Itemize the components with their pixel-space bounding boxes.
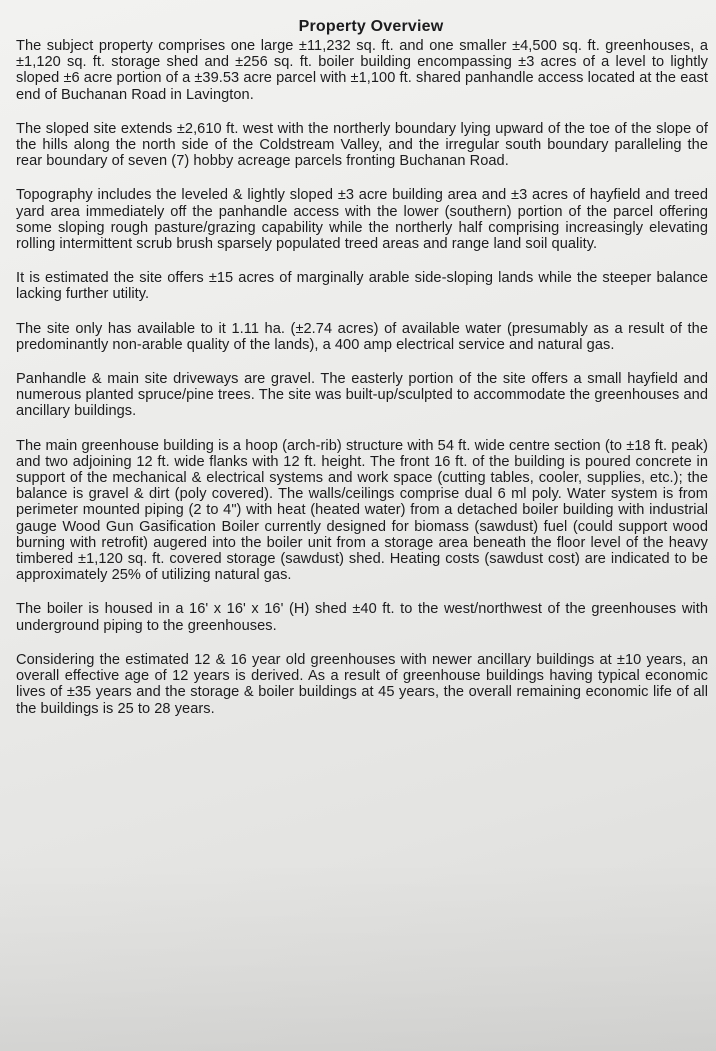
paragraph-driveways: Panhandle & main site driveways are gravel. The easterly portion of the site offers a small hayfield and numerous planted spruce/pine trees. The site was built-up/sculpted to accommodate the greenhouses and ancillary buildings. — [16, 371, 708, 420]
paragraph-boiler: The boiler is housed in a 16' x 16' x 16' (H) shed ±40 ft. to the west/northwest of the greenhouses with underground piping to the greenhouses. — [16, 601, 708, 634]
paragraph-arable-land: It is estimated the site offers ±15 acres of marginally arable side-sloping lands while the steeper balance lacking further utility. — [16, 270, 708, 303]
paragraph-site-extent: The sloped site extends ±2,610 ft. west with the northerly boundary lying upward of the toe of the slope of the hills along the north side of the Coldstream Valley, and the irregular south boundary paralleling the rear boundary of seven (7) hobby acreage parcels fronting Buchanan Road. — [16, 120, 708, 170]
paragraph-main-greenhouse: The main greenhouse building is a hoop (arch-rib) structure with 54 ft. wide centre section (to ±18 ft. peak) and two adjoining 12 ft. wide flanks with 12 ft. height. The front 16 ft. of the building is poured concrete in support of the mechanical & electrical systems and work space (cutting tables, cooler, supplies, etc.); the balance is gravel & dirt (poly covered). The walls/ceilings comprise dual 6 ml poly. Water system is from perimeter mounted piping (2 to 4") with heat (heated water) from a detached boiler building with industrial gauge Wood Gun Gasification Boiler currently designed for biomass (sawdust) fuel (could support wood burning with retrofit) augered into the boiler unit from a storage area beneath the floor level of the heavy timbered ±1,120 sq. ft. covered storage (sawdust) shed. Heating costs (sawdust cost) are indicated to be approximately 25% of utilizing natural gas. — [16, 437, 708, 584]
paragraph-property-description: The subject property comprises one large ±11,232 sq. ft. and one smaller ±4,500 sq. ft. greenhouses, a ±1,120 sq. ft. storage shed and ±256 sq. ft. boiler building encompassing ±3 acres of a level to lightly sloped ±6 acre portion of a ±39.53 acre parcel with ±1,100 ft. shared panhandle access located at the east end of Buchanan Road in Lavington. — [16, 38, 708, 103]
paragraph-services: The site only has available to it 1.11 ha. (±2.74 acres) of available water (presumably as a result of the predominantly non-arable quality of the lands), a 400 amp electrical service and natural gas. — [16, 320, 708, 353]
page-title: Property Overview — [298, 18, 444, 35]
paragraph-topography: Topography includes the leveled & lightly sloped ±3 acre building area and ±3 acres of hayfield and treed yard area immediately off the panhandle access with the lower (southern) portion of the parcel offering some sloping rough pasture/grazing capability while the northerly half comprising increasingly elevating rolling intermittent scrub brush sparsely populated treed areas and range land soil quality. — [16, 187, 708, 253]
paragraph-economic-life: Considering the estimated 12 & 16 year old greenhouses with newer ancillary buildings at ±10 years, an overall effective age of 12 years is derived. As a result of greenhouse buildings having typical economic lives of ±35 years and the storage & boiler buildings at 45 years, the overall remaining economic life of all the buildings is 25 to 28 years. — [16, 651, 708, 717]
